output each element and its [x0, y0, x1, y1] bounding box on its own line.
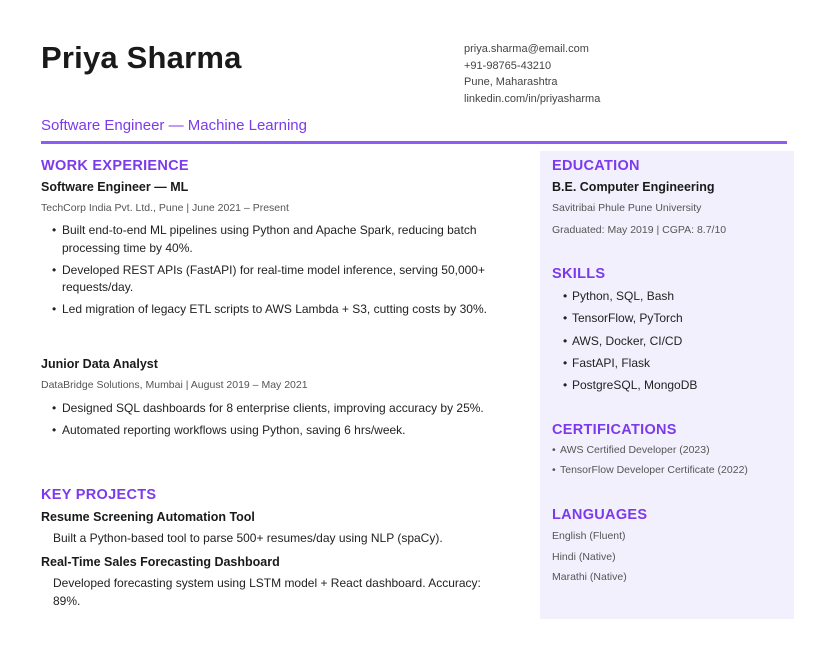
job-bullets: [52, 400, 522, 444]
list-item: English (Fluent): [552, 530, 626, 542]
education-details: Graduated: May 2019 | CGPA: 8.7/10: [552, 224, 727, 236]
languages-list: [552, 526, 627, 588]
list-item: • FastAPI, Flask: [563, 352, 697, 374]
project-description: Developed forecasting system using LSTM model + React dashboard. Accuracy: 89%.: [53, 576, 481, 608]
list-item: Hindi (Native): [552, 550, 616, 563]
project-title: Resume Screening Automation Tool: [41, 510, 255, 524]
job-bullets: [52, 222, 532, 323]
contact-phone: +91-98765-43210: [464, 59, 552, 72]
job-headline: Software Engineer — Machine Learning: [41, 117, 307, 134]
job-meta: TechCorp India Pvt. Ltd., Pune | June 2021 – Present: [41, 202, 289, 214]
list-item: Marathi (Native): [552, 571, 627, 583]
list-item: • Built end-to-end ML pipelines using Python and Apache Spark, reducing batch processing time by 40%.: [52, 222, 532, 257]
job-title: Junior Data Analyst: [41, 357, 158, 371]
work-experience-heading: WORK EXPERIENCE: [41, 158, 189, 174]
project-description: Built a Python-based tool to parse 500+ resumes/day using NLP (spaCy).: [53, 531, 443, 545]
list-item: • PostgreSQL, MongoDB: [563, 374, 697, 396]
list-item: • Developed REST APIs (FastAPI) for real-time model inference, serving 50,000+ requests/day.: [52, 262, 532, 297]
contact-block: [464, 41, 600, 107]
list-item: • TensorFlow, PyTorch: [563, 307, 697, 329]
job-title: Software Engineer — ML: [41, 180, 189, 194]
job-meta: DataBridge Solutions, Mumbai | August 2019 – May 2021: [41, 379, 308, 391]
candidate-name: Priya Sharma: [41, 40, 242, 75]
list-item: • Designed SQL dashboards for 8 enterprise clients, improving accuracy by 25%.: [52, 400, 522, 418]
contact-linkedin[interactable]: linkedin.com/in/priyasharma: [464, 92, 601, 105]
list-item: • Led migration of legacy ETL scripts to AWS Lambda + S3, cutting costs by 30%.: [52, 301, 532, 319]
education-heading: EDUCATION: [552, 158, 640, 174]
list-item: • TensorFlow Developer Certificate (2022): [552, 460, 748, 480]
certifications-list: [552, 440, 748, 480]
project-title: Real-Time Sales Forecasting Dashboard: [41, 555, 280, 569]
list-item: • AWS Certified Developer (2023): [552, 440, 748, 460]
header-divider: [41, 141, 787, 144]
certifications-heading: CERTIFICATIONS: [552, 422, 677, 438]
key-projects-heading: KEY PROJECTS: [41, 487, 157, 503]
degree-title: B.E. Computer Engineering: [552, 180, 715, 194]
languages-heading: LANGUAGES: [552, 507, 648, 523]
skills-list: [563, 285, 697, 396]
contact-location: Pune, Maharashtra: [464, 76, 558, 88]
contact-email[interactable]: priya.sharma@email.com: [464, 43, 589, 55]
school-name: Savitribai Phule Pune University: [552, 202, 702, 214]
list-item: • AWS, Docker, CI/CD: [563, 330, 697, 352]
skills-heading: SKILLS: [552, 266, 606, 282]
list-item: • Python, SQL, Bash: [563, 285, 697, 307]
list-item: • Automated reporting workflows using Python, saving 6 hrs/week.: [52, 422, 522, 440]
